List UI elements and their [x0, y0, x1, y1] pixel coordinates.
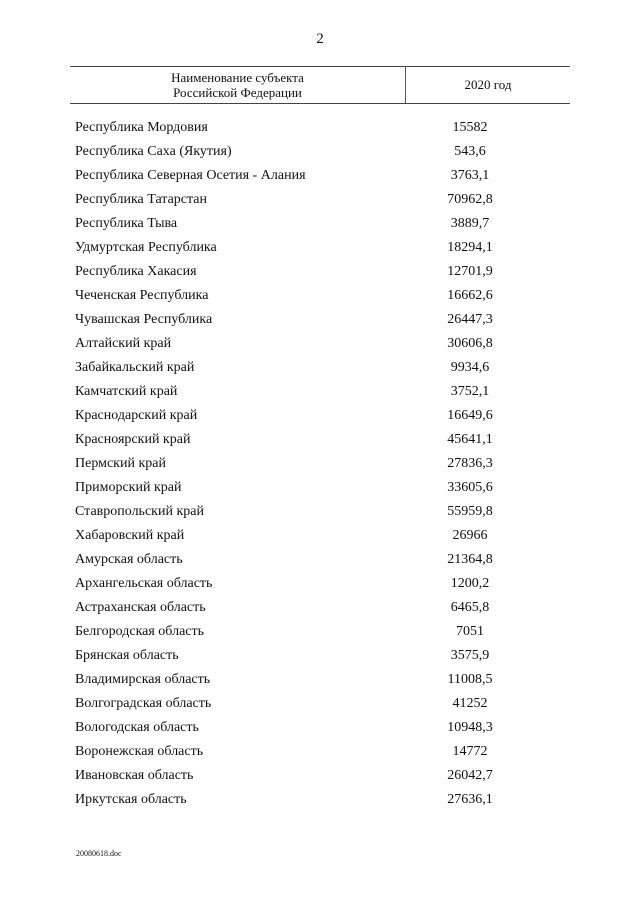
subject-name-cell: Республика Татарстан [75, 192, 208, 207]
table-row [75, 620, 570, 644]
subject-name-cell: Чеченская Республика [75, 288, 209, 303]
value-text: 543,6 [454, 144, 486, 159]
table-row [75, 740, 570, 764]
value-text: 3889,7 [450, 216, 490, 231]
table-row [75, 716, 570, 740]
table-row [75, 476, 570, 500]
value-text: 18294,1 [447, 240, 493, 255]
value-text: 1200,2 [450, 576, 490, 591]
value-text: 26966 [452, 528, 488, 543]
subject-name-cell: Архангельская область [75, 576, 213, 591]
subject-name-cell: Вологодская область [75, 720, 199, 735]
value-text: 16649,6 [447, 408, 493, 423]
subject-name-cell: Камчатский край [75, 384, 178, 399]
table-row [75, 524, 570, 548]
table-row [75, 116, 570, 140]
value-text: 6465,8 [450, 600, 490, 615]
table-body [75, 116, 570, 812]
table-row [75, 428, 570, 452]
table-row [75, 380, 570, 404]
subject-name-cell: Приморский край [75, 480, 182, 495]
value-text: 10948,3 [447, 720, 493, 735]
column-header-year: 2020 год [464, 77, 512, 92]
subject-name-cell: Иркутская область [75, 792, 187, 807]
subject-name-cell: Республика Саха (Якутия) [75, 144, 232, 159]
table-row [75, 692, 570, 716]
value-text: 16662,6 [447, 288, 493, 303]
table-row [75, 284, 570, 308]
table-row [75, 764, 570, 788]
table-row [75, 596, 570, 620]
subject-name-cell: Республика Тыва [75, 216, 178, 231]
column-header-subject [70, 67, 405, 103]
table-row [75, 260, 570, 284]
table-row [75, 356, 570, 380]
subject-name-cell: Забайкальский край [75, 360, 195, 375]
subject-name-cell: Ставропольский край [75, 504, 204, 519]
subject-name-cell: Пермский край [75, 456, 166, 471]
value-text: 26042,7 [447, 768, 493, 783]
value-text: 9934,6 [450, 360, 490, 375]
table-row [75, 188, 570, 212]
value-text: 3763,1 [450, 168, 490, 183]
table-row [75, 140, 570, 164]
subject-name-cell: Республика Хакасия [75, 264, 197, 279]
table-row [75, 572, 570, 596]
subject-name-cell: Республика Мордовия [75, 120, 208, 135]
subject-name-cell: Красноярский край [75, 432, 191, 447]
subject-name-cell: Хабаровский край [75, 528, 185, 543]
subject-name-cell: Астраханская область [75, 600, 206, 615]
column-header-subject-line2: Российской Федерации [173, 85, 302, 100]
subject-name-cell: Чувашская Республика [75, 312, 213, 327]
table-row [75, 788, 570, 812]
table-row [75, 644, 570, 668]
value-text: 21364,8 [447, 552, 493, 567]
value-text: 27836,3 [447, 456, 493, 471]
table-row [75, 332, 570, 356]
value-text: 30606,8 [447, 336, 493, 351]
value-text: 11008,5 [447, 672, 493, 687]
subject-name-cell: Амурская область [75, 552, 183, 567]
value-text: 26447,3 [447, 312, 493, 327]
subject-name-cell: Воронежская область [75, 744, 204, 759]
value-text: 45641,1 [447, 432, 493, 447]
value-text: 3752,1 [450, 384, 490, 399]
value-text: 15582 [452, 120, 488, 135]
subject-name-cell: Белгородская область [75, 624, 205, 639]
footer-filename: 20080618.doc [76, 849, 122, 858]
subject-name-cell: Владимирская область [75, 672, 211, 687]
subject-name-cell: Удмуртская Республика [75, 240, 217, 255]
value-text: 70962,8 [447, 192, 493, 207]
subject-name-cell: Республика Северная Осетия - Алания [75, 168, 306, 183]
value-text: 14772 [452, 744, 488, 759]
subject-name-cell: Брянская область [75, 648, 179, 663]
table-row [75, 548, 570, 572]
table-row [75, 308, 570, 332]
table-row [75, 668, 570, 692]
table-row [75, 236, 570, 260]
table-header [70, 66, 570, 104]
table-row [75, 404, 570, 428]
table-row [75, 164, 570, 188]
value-text: 41252 [452, 696, 488, 711]
value-text: 27636,1 [447, 792, 493, 807]
column-header-subject-line1: Наименование субъекта [171, 70, 304, 85]
table-row [75, 500, 570, 524]
value-text: 3575,9 [450, 648, 490, 663]
subject-name-cell: Волгоградская область [75, 696, 212, 711]
value-text: 55959,8 [447, 504, 493, 519]
value-text: 33605,6 [447, 480, 493, 495]
subject-name-cell: Краснодарский край [75, 408, 198, 423]
subject-name-cell: Ивановская область [75, 768, 194, 783]
page-number: 2 [316, 31, 324, 47]
table-row [75, 212, 570, 236]
value-text: 7051 [456, 624, 484, 639]
subject-name-cell: Алтайский край [75, 336, 172, 351]
value-text: 12701,9 [447, 264, 493, 279]
table-row [75, 452, 570, 476]
